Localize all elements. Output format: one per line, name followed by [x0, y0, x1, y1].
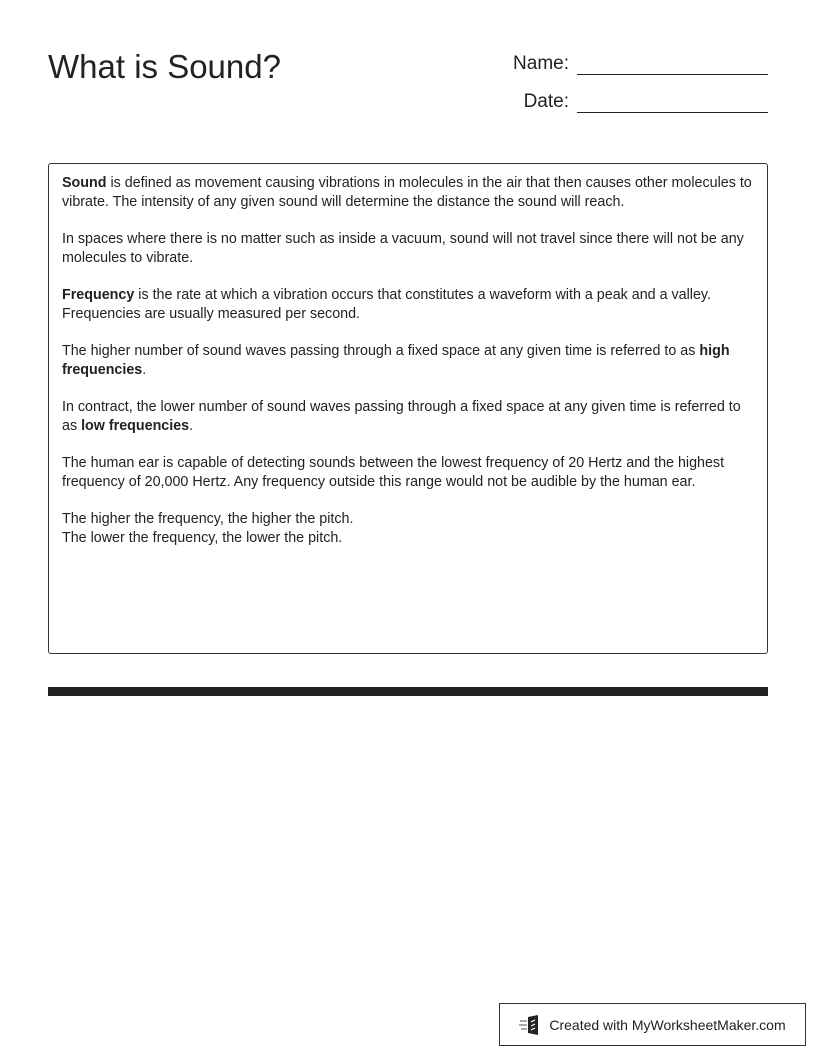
name-field — [513, 52, 768, 75]
date-line[interactable] — [577, 90, 768, 113]
paragraph-sound — [62, 174, 754, 212]
paragraph-text: is defined as movement causing vibrations in molecules in the air that then causes other molecules to vibrate. The intensity of any given sound will determine the distance the sound will reach. — [62, 175, 752, 210]
paragraph-high-frequencies — [62, 342, 754, 380]
credit-badge[interactable] — [499, 1003, 806, 1046]
term-high-frequencies: high frequencies — [62, 343, 730, 378]
date-label: Date: — [523, 91, 569, 112]
paragraph-text: In contract, the lower number of sound waves passing through a fixed space at any given time is referred to as — [62, 399, 741, 434]
content-box — [48, 163, 768, 654]
pitch-line-1: The higher the frequency, the higher the pitch. — [62, 511, 354, 527]
name-label: Name: — [513, 53, 569, 74]
paragraph-human-ear — [62, 454, 754, 492]
term-frequency: Frequency — [62, 287, 135, 303]
worksheet-maker-logo-icon — [519, 1014, 543, 1036]
term-low-frequencies: low frequencies — [81, 418, 190, 434]
paragraph-frequency — [62, 286, 754, 324]
page-title: What is Sound? — [48, 48, 281, 85]
paragraph-text: is the rate at which a vibration occurs that constitutes a waveform with a peak and a valley. Frequencies are usually measured per second. — [62, 287, 711, 322]
paragraph-text: The higher number of sound waves passing through a fixed space at any given time is referred to as — [62, 343, 700, 359]
credit-text: Created with MyWorksheetMaker.com — [549, 1016, 786, 1033]
divider-bar — [48, 687, 768, 696]
pitch-line-2: The lower the frequency, the lower the pitch. — [62, 530, 343, 546]
paragraph-low-frequencies — [62, 398, 754, 436]
paragraph-text: In spaces where there is no matter such as inside a vacuum, sound will not travel since there will not be any molecules to vibrate. — [62, 231, 744, 266]
term-sound: Sound — [62, 175, 107, 191]
paragraph-text: The human ear is capable of detecting sounds between the lowest frequency of 20 Hertz and the highest frequency of 20,000 Hertz. Any frequency outside this range would not be audible by the human ear. — [62, 455, 725, 490]
paragraph-tail: . — [142, 362, 147, 378]
name-line[interactable] — [577, 52, 768, 75]
paragraph-tail: . — [189, 418, 194, 434]
date-field — [524, 90, 768, 113]
paragraph-vacuum — [62, 230, 754, 268]
paragraph-pitch — [62, 510, 754, 548]
